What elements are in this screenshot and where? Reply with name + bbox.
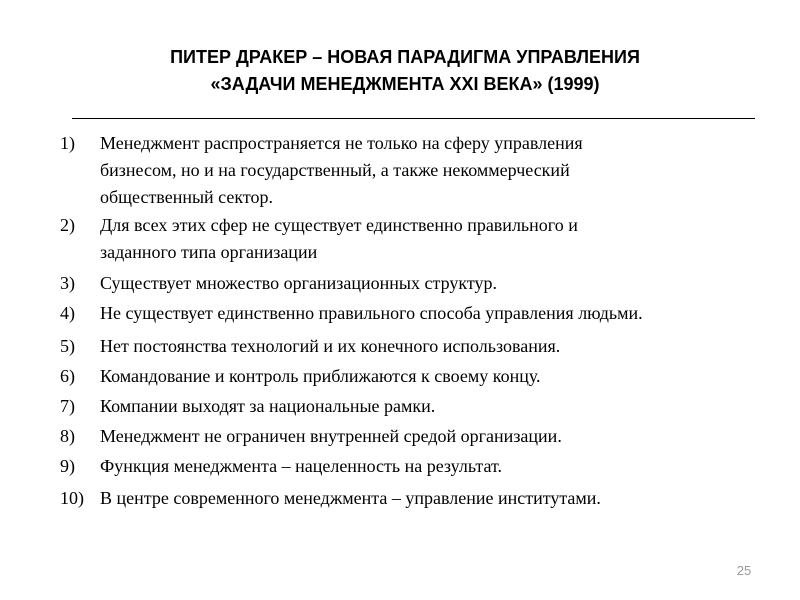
list-item-line: бизнесом, но и на государственный, а также некоммерческий (100, 160, 570, 180)
list-item-text (100, 270, 770, 297)
list-item-number: 7) (60, 396, 75, 416)
list-item-line: Менеджмент не ограничен внутренней средой организации. (100, 426, 562, 446)
list-item-text (100, 453, 770, 480)
list-item-line: Нет постоянства технологий и их конечного использования. (100, 336, 561, 356)
list-item-line: Не существует единственно правильного способа управления людьми. (100, 303, 643, 323)
list-item-line: Менеджмент распространяется не только на сферу управления (100, 133, 583, 153)
list-item-number: 5) (60, 336, 75, 356)
list-item-number: 1) (60, 133, 75, 153)
list-item-line: Для всех этих сфер не существует единственно правильного и (100, 215, 578, 235)
list-item-text (100, 130, 770, 211)
list-item-line: Функция менеджмента – нацеленность на результат. (100, 456, 502, 476)
list-item-text (100, 300, 770, 327)
list-item-text (100, 333, 770, 360)
list-item-number: 6) (60, 366, 75, 386)
list-item-number: 3) (60, 273, 75, 293)
list-item-text (100, 485, 770, 512)
list-item-line: общественный сектор. (100, 187, 274, 207)
list-item-line: В центре современного менеджмента – управление институтами. (100, 488, 601, 508)
list-item-line: заданного типа организации (100, 242, 318, 262)
page-number: 25 (736, 563, 752, 578)
list-item-line: Компании выходят за национальные рамки. (100, 396, 436, 416)
list-item-text (100, 423, 770, 450)
list-item-line: Командование и контроль приближаются к своему концу. (100, 366, 541, 386)
list-item-number: 8) (60, 426, 75, 446)
slide-title-line-1: ПИТЕР ДРАКЕР – НОВАЯ ПАРАДИГМА УПРАВЛЕНИЯ (170, 47, 640, 67)
list-item-number: 10) (60, 488, 84, 508)
list-item-number: 4) (60, 303, 75, 323)
list-item-text (100, 212, 770, 266)
list-item-number: 2) (60, 215, 75, 235)
slide-title-line-2: «ЗАДАЧИ МЕНЕДЖМЕНТА XXI ВЕКА» (1999) (210, 74, 600, 94)
list-item-text (100, 363, 770, 390)
list-item-number: 9) (60, 456, 75, 476)
list-item-line: Существует множество организационных структур. (100, 273, 497, 293)
list-item-text (100, 393, 770, 420)
